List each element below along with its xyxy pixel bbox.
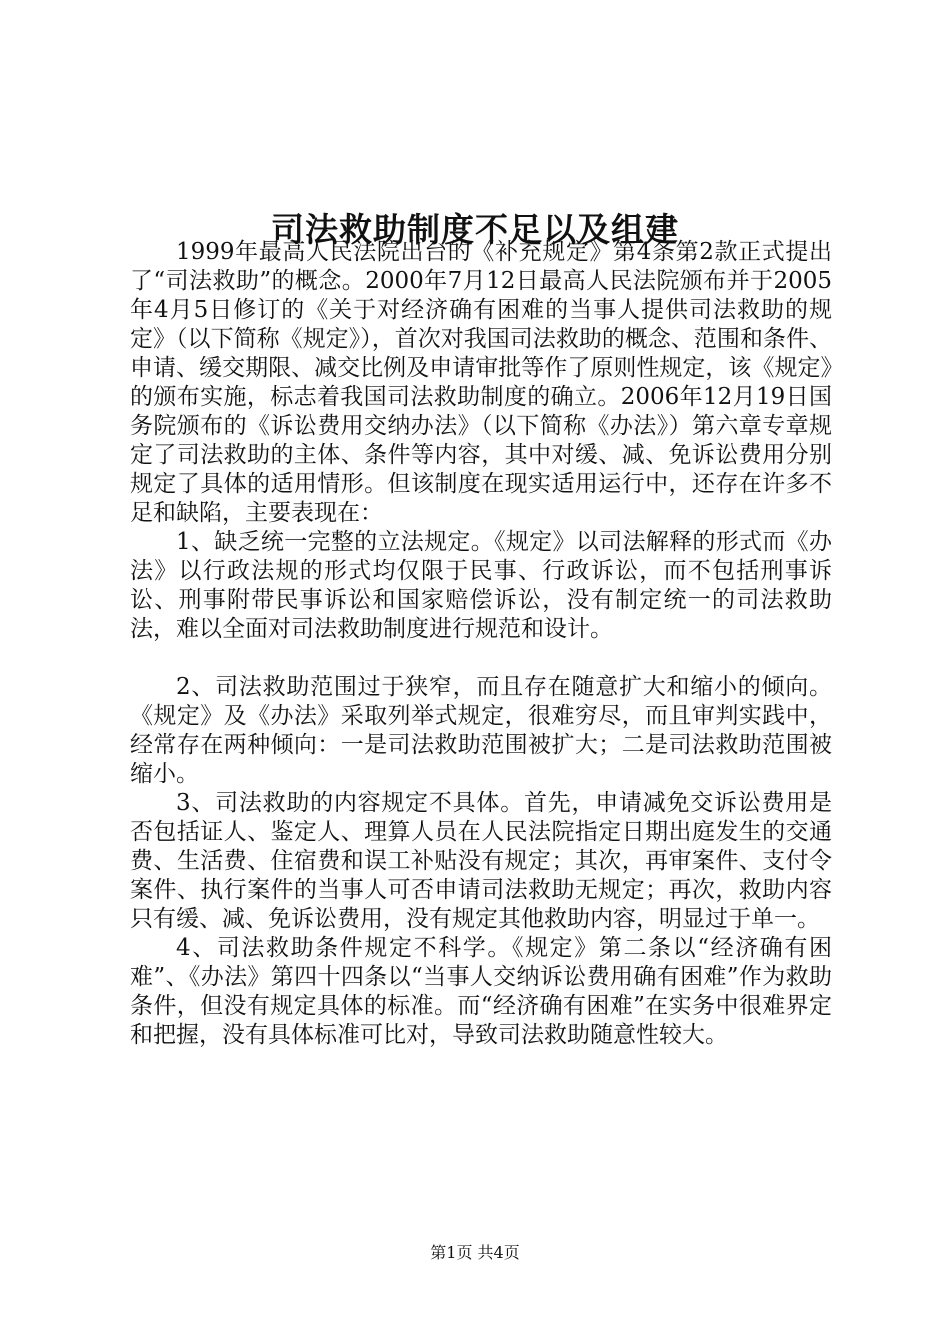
page-number-footer: 第1页 共4页 (430, 1243, 520, 1262)
paragraph-point-4: 4、司法救助条件规定不科学。《规定》第二条以“经济确有困难”、《办法》第四十四条以“当事人交纳诉讼费用确有困难”作为救助条件，但没有规定具体的标准。而“经济确有困难”在实务中很难界定和把握，没有具体标准可比对，导致司法救助随意性较大。 (130, 935, 832, 1048)
paragraph-point-1: 1、缺乏统一完整的立法规定。《规定》以司法解释的形式而《办法》以行政法规的形式均仅限于民事、行政诉讼，而不包括刑事诉讼、刑事附带民事诉讼和国家赔偿诉讼，没有制定统一的司法救助法，难以全面对司法救助制度进行规范和设计。 (130, 529, 832, 642)
paragraph-intro: 1999年最高人民法院出台的《补充规定》第4条第2款正式提出了“司法救助”的概念。2000年7月12日最高人民法院颁布并于2005年4月5日修订的《关于对经济确有困难的当事人提供司法救助的规定》（以下简称《规定》），首次对我国司法救助的概念、范围和条件、申请、缓交期限、减交比例及申请审批等作了原则性规定，该《规定》的颁布实施，标志着我国司法救助制度的确立。2006年12月19日国务院颁布的《诉讼费用交纳办法》（以下简称《办法》）第六章专章规定了司法救助的主体、条件等内容，其中对缓、减、免诉讼费用分别规定了具体的适用情形。但该制度在现实适用运行中，还存在许多不足和缺陷，主要表现在： (130, 239, 832, 526)
document-title: 司法救助制度不足以及组建 (271, 210, 679, 250)
document-body (130, 238, 832, 1050)
paragraph-point-2: 2、司法救助范围过于狭窄，而且存在随意扩大和缩小的倾向。《规定》及《办法》采取列举式规定，很难穷尽，而且审判实践中，经常存在两种倾向：一是司法救助范围被扩大；二是司法救助范围被缩小。 (130, 674, 832, 787)
paragraph-point-3: 3、司法救助的内容规定不具体。首先，申请减免交诉讼费用是否包括证人、鉴定人、理算人员在人民法院指定日期出庭发生的交通费、生活费、住宿费和误工补贴没有规定；其次，再审案件、支付令案件、执行案件的当事人可否申请司法救助无规定；再次，救助内容只有缓、减、免诉讼费用，没有规定其他救助内容，明显过于单一。 (130, 790, 832, 932)
